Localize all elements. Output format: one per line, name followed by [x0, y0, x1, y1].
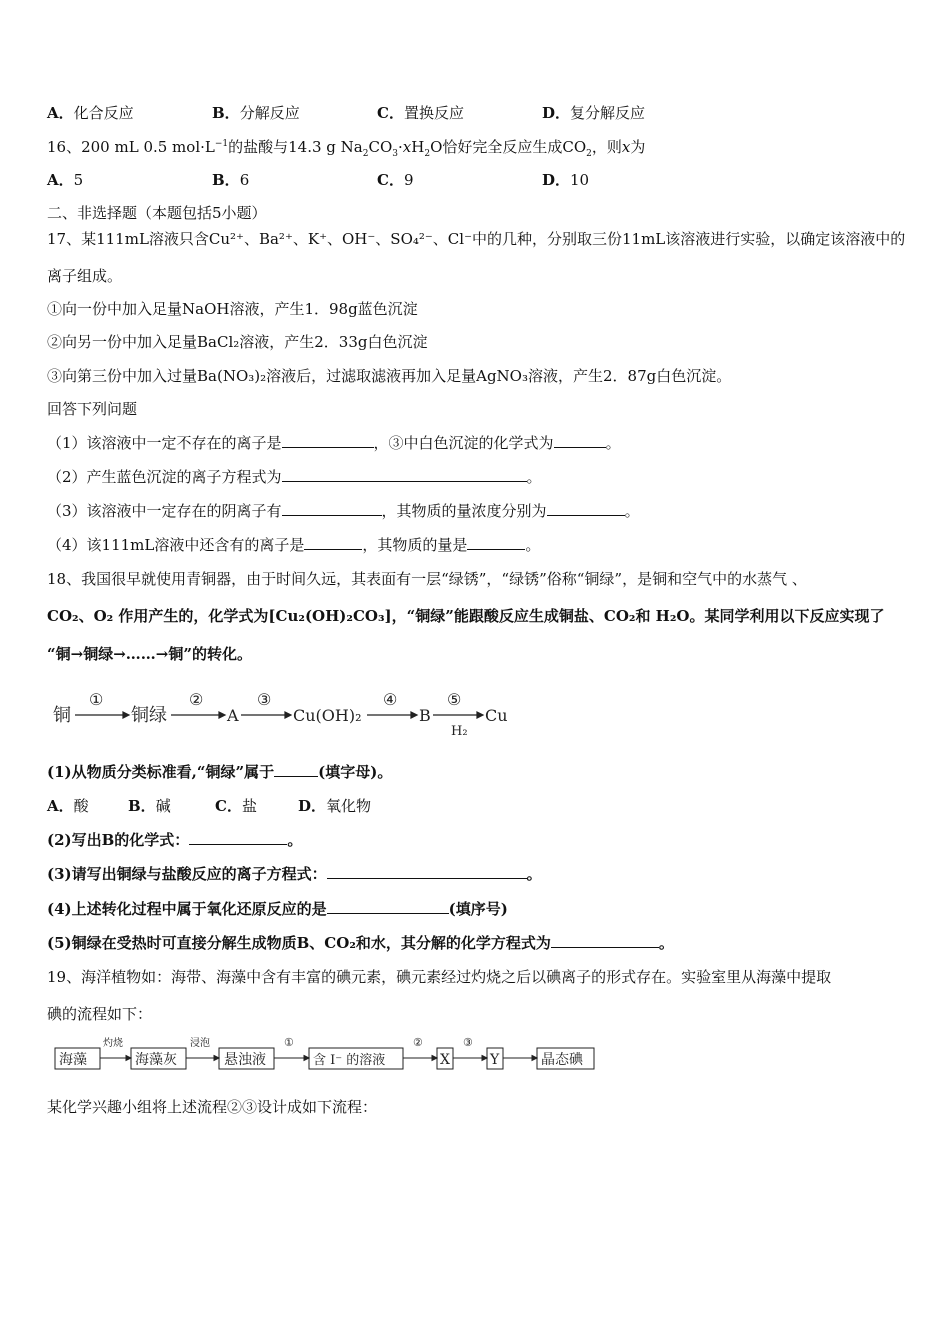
reagent-label: H₂	[451, 724, 468, 739]
experiment-3: ③向第三份中加入过量Ba(NO₃)₂溶液后，过滤取滤液再加入足量AgNO₃溶液，产生2．87g白色沉淀。	[47, 367, 732, 385]
answer-blank[interactable]	[327, 864, 527, 879]
answer-blank[interactable]	[327, 899, 449, 914]
sub-question-5: (5)铜绿在受热时可直接分解生成物质B、CO₂和水，其分解的化学方程式为 。	[47, 934, 674, 952]
question-19-stem: 19、海洋植物如：海带、海藻中含有丰富的碘元素，碘元素经过灼烧之后以碘离子的形式存在。实验室里从海藻中提取	[47, 968, 832, 986]
chain-item: 铜绿	[131, 705, 167, 726]
flow-box-label: X	[440, 1052, 450, 1068]
question-16: 16、200 mL 0.5 $mol\cdot L^{-1}$的盐酸与14.3 g $Na_2CO_3\cdot xH_2O$恰好完全反应生成$CO_2$，则x为	[47, 138, 646, 159]
answer-blank[interactable]	[304, 535, 362, 550]
question-18-stem-cont: “铜→铜绿→……→铜”的转化。	[47, 645, 252, 663]
chain-item: B	[419, 706, 431, 725]
question-17-stem: 17、某111mL溶液只含Cu²⁺、Ba²⁺、K⁺、OH⁻、SO₄²⁻、Cl⁻中的几种，分别取三份11mL该溶液进行实验，以确定该溶液中的	[47, 230, 906, 248]
option-d: D．复分解反应	[542, 104, 646, 122]
sub-question-2: (2)写出B的化学式： 。	[47, 831, 303, 849]
step-label: ④	[383, 690, 398, 709]
arrow-head	[219, 712, 225, 718]
arrow-head	[285, 712, 291, 718]
answer-blank[interactable]	[467, 535, 525, 550]
answer-prompt: 回答下列问题	[47, 400, 138, 418]
arrow-head	[477, 712, 483, 718]
arrow-head	[411, 712, 417, 718]
answer-blank[interactable]	[282, 433, 374, 448]
option-c: C．9	[377, 171, 414, 189]
question-18-stem-cont: CO₂、O₂ 作用产生的，化学式为[Cu₂(OH)₂CO₃]，“铜绿”能跟酸反应生成铜盐、CO₂和 H₂O。某同学利用以下反应实现了	[47, 607, 885, 625]
option-b: B．碱	[128, 797, 171, 815]
flow-box-label: 悬浊液	[224, 1052, 266, 1068]
experiment-1: ①向一份中加入足量NaOH溶液，产生1．98g蓝色沉淀	[47, 300, 418, 318]
option-b: B．6	[212, 171, 250, 189]
answer-blank[interactable]	[189, 830, 287, 845]
step-label: ②	[189, 690, 204, 709]
flow-step-label: ②	[413, 1036, 423, 1049]
option-d: D．10	[542, 171, 590, 189]
flow-step-label: 浸泡	[190, 1038, 210, 1049]
option-a: A．酸	[47, 797, 89, 815]
option-a: A．5	[47, 171, 84, 189]
sub-question-3: （3）该溶液中一定存在的阴离子有 ，其物质的量浓度分别为 。	[47, 502, 640, 520]
section-heading: 二、非选择题（本题包括5小题）	[47, 204, 267, 222]
arrow-head	[532, 1056, 537, 1061]
chain-item: 铜	[53, 705, 71, 726]
arrow-head	[482, 1056, 487, 1061]
question-18-stem: 18、我国很早就使用青铜器，由于时间久远，其表面有一层“绿锈”，“绿锈”俗称“铜绿”，是铜和空气中的水蒸气 、	[47, 570, 807, 588]
arrow-head	[123, 712, 129, 718]
option-b: B．分解反应	[212, 104, 300, 122]
answer-blank[interactable]	[551, 933, 659, 948]
step-label: ⑤	[447, 690, 462, 709]
sub-question-3: (3)请写出铜绿与盐酸反应的离子方程式： 。	[47, 865, 542, 883]
sub-question-1: (1)从物质分类标准看,“铜绿”属于 (填字母)。	[47, 763, 393, 781]
sub-question-2: （2）产生蓝色沉淀的离子方程式为 。	[47, 468, 542, 486]
flow-step-label: ①	[284, 1036, 294, 1049]
answer-blank[interactable]	[547, 501, 625, 516]
step-label: ③	[257, 690, 272, 709]
flow-box-label: 晶态碘	[541, 1052, 583, 1068]
option-d: D．氧化物	[298, 797, 372, 815]
option-c: C．盐	[215, 797, 257, 815]
answer-blank[interactable]	[282, 467, 527, 482]
sub-question-4: (4)上述转化过程中属于氧化还原反应的是 (填序号)	[47, 900, 508, 918]
sub-question-1: （1）该溶液中一定不存在的离子是 ，③中白色沉淀的化学式为 。	[47, 434, 621, 452]
flow-step-label: 灼烧	[103, 1038, 123, 1049]
step-label: ①	[89, 690, 104, 709]
conversion-chain-diagram	[47, 685, 527, 740]
arrow-head	[214, 1056, 219, 1061]
option-a: A．化合反应	[47, 104, 134, 122]
experiment-2: ②向另一份中加入足量BaCl₂溶液，产生2．33g白色沉淀	[47, 333, 428, 351]
chain-item: A	[227, 706, 239, 725]
flow-box-label: 海藻灰	[135, 1052, 177, 1068]
arrow-head	[432, 1056, 437, 1061]
iodine-flow-diagram	[47, 1036, 607, 1076]
arrow-head	[126, 1056, 131, 1061]
chain-item: Cu	[485, 706, 508, 725]
answer-blank[interactable]	[282, 501, 382, 516]
arrow-head	[304, 1056, 309, 1061]
question-17-stem-cont: 离子组成。	[47, 267, 123, 285]
answer-blank[interactable]	[554, 433, 606, 448]
option-c: C．置换反应	[377, 104, 464, 122]
sub-question-4: （4）该111mL溶液中还含有的离子是 ，其物质的量是 。	[47, 536, 541, 554]
question-19-followup: 某化学兴趣小组将上述流程②③设计成如下流程：	[47, 1098, 378, 1116]
flow-box-label: Y	[490, 1052, 500, 1068]
flow-step-label: ③	[463, 1036, 473, 1049]
question-19-stem-cont: 碘的流程如下：	[47, 1005, 153, 1023]
flow-box-label: 海藻	[59, 1052, 87, 1068]
chain-item: Cu(OH)₂	[293, 706, 362, 725]
answer-blank[interactable]	[274, 762, 318, 777]
flow-box-label: 含 I⁻ 的溶液	[313, 1053, 386, 1068]
